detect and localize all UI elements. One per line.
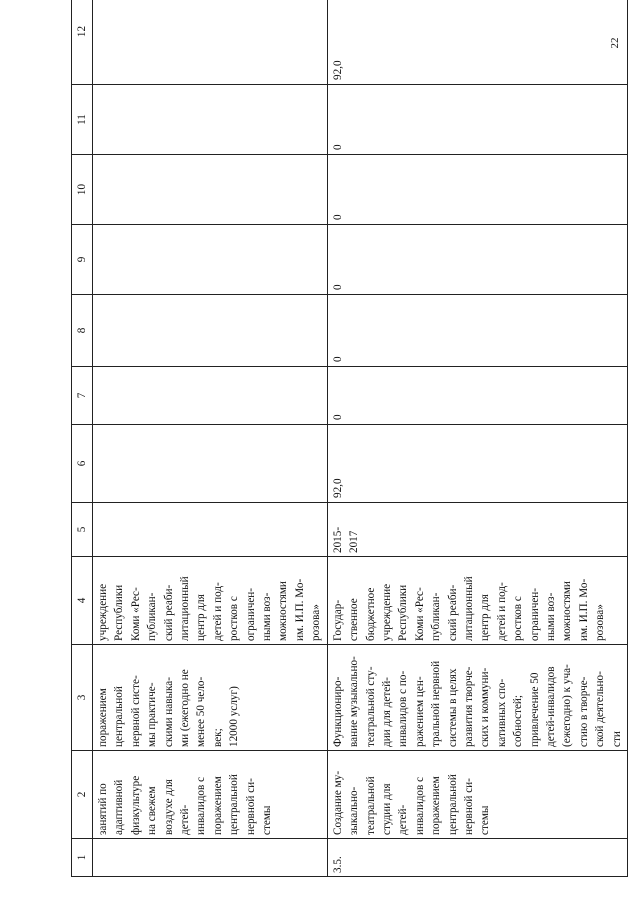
- cell-line: вание музыкально-: [348, 656, 361, 747]
- column-header-9: 9: [72, 225, 93, 295]
- table-row: [93, 0, 328, 877]
- cell-line: ский реаби-: [446, 584, 459, 641]
- cell-line: век;: [211, 728, 224, 747]
- cell-line: детей-инвалидов: [544, 666, 557, 747]
- cell-line: ными воз-: [261, 592, 274, 641]
- cell-col-1: 3.5.: [327, 839, 627, 877]
- cell-line: ростков с: [228, 596, 241, 641]
- program-table: [71, 0, 628, 877]
- cell-col-6: [93, 425, 328, 503]
- cell-line: ростков с: [512, 596, 525, 641]
- cell-line: поражением: [211, 776, 224, 835]
- cell-line: Функциониро-: [331, 676, 344, 747]
- column-header-8: 8: [72, 295, 93, 367]
- cell-line: нервной си-: [244, 778, 257, 835]
- cell-line: ражением цен-: [413, 676, 426, 747]
- cell-line: Государ-: [331, 599, 344, 641]
- cell-line: развития творче-: [462, 666, 475, 747]
- cell-line: кативных спо-: [495, 678, 508, 747]
- cell-line: занятий по: [97, 783, 109, 835]
- column-header-12: 12: [72, 0, 93, 85]
- cell-line: студии для: [380, 783, 393, 835]
- cell-line: Коми «Рес-: [129, 587, 142, 641]
- cell-col-2: [93, 751, 328, 839]
- cell-col-11: 0: [327, 85, 627, 155]
- cell-col-3: [327, 645, 627, 751]
- column-header-3: 3: [72, 645, 93, 751]
- cell-col-10: [93, 155, 328, 225]
- cell-line: системы в целях: [446, 668, 459, 747]
- cell-line: дии для детей-: [380, 677, 393, 747]
- cell-line: инвалидов с: [413, 776, 426, 835]
- cell-line: литационный: [462, 576, 475, 641]
- cell-col-12: 92,0: [327, 0, 627, 85]
- table-row: [327, 0, 627, 877]
- page-number: 22: [609, 37, 621, 49]
- cell-line: тральной нервной: [430, 660, 443, 747]
- cell-line: физкультуре: [129, 775, 142, 835]
- cell-line: нервной систе-: [129, 675, 142, 747]
- cell-line: Создание му-: [331, 770, 344, 835]
- cell-line: Республики: [113, 584, 126, 641]
- cell-line: поражением: [97, 688, 109, 747]
- cell-line: 12000 услуг): [228, 686, 241, 747]
- cell-line: учреждение: [380, 583, 393, 641]
- cell-col-9: 0: [327, 225, 627, 295]
- cell-col-4: [93, 557, 328, 645]
- cell-line: центральной: [113, 686, 126, 747]
- cell-col-2: [327, 751, 627, 839]
- cell-line: театральной сту-: [364, 666, 377, 747]
- cell-line: собностей;: [512, 694, 525, 747]
- header-row: [72, 0, 93, 877]
- cell-line: сти: [610, 731, 623, 747]
- cell-line: 2017: [348, 530, 361, 553]
- cell-line: публикан-: [430, 592, 443, 641]
- cell-col-7: 0: [327, 367, 627, 425]
- cell-line: им. И.П. Мо-: [293, 578, 306, 641]
- column-header-4: 4: [72, 557, 93, 645]
- cell-line: можностями: [561, 581, 574, 641]
- cell-line: им. И.П. Мо-: [577, 578, 590, 641]
- cell-line: (ежегодно) к уча-: [561, 664, 574, 747]
- cell-col-10: 0: [327, 155, 627, 225]
- cell-line: ограничен-: [528, 587, 541, 641]
- cell-line: воздухе для: [162, 779, 175, 835]
- cell-line: ской деятельно-: [594, 671, 607, 747]
- cell-line: детей-: [397, 804, 410, 835]
- cell-col-9: [93, 225, 328, 295]
- cell-line: Республики: [397, 584, 410, 641]
- cell-line: центр для: [479, 594, 492, 641]
- cell-line: центральной: [446, 774, 459, 835]
- cell-line: 2015-: [331, 526, 344, 553]
- cell-line: стию в творче-: [577, 676, 590, 747]
- cell-line: детей и под-: [495, 582, 508, 641]
- cell-col-5: [327, 503, 627, 557]
- cell-line: розова»: [310, 604, 323, 641]
- cell-col-4: [327, 557, 627, 645]
- cell-line: нервной си-: [462, 778, 475, 835]
- cell-line: скими навыка-: [162, 677, 175, 747]
- cell-line: ский реаби-: [162, 584, 175, 641]
- cell-col-6: 92,0: [327, 425, 627, 503]
- cell-line: инвалидов с: [195, 776, 208, 835]
- column-header-2: 2: [72, 751, 93, 839]
- cell-line: Коми «Рес-: [413, 587, 426, 641]
- column-header-7: 7: [72, 367, 93, 425]
- cell-line: бюджетное: [364, 587, 377, 641]
- cell-line: детей и под-: [211, 582, 224, 641]
- cell-line: учреждение: [97, 583, 109, 641]
- cell-line: адаптивной: [113, 779, 126, 835]
- cell-col-8: 0: [327, 295, 627, 367]
- cell-line: ными воз-: [544, 592, 557, 641]
- cell-line: поражением: [430, 776, 443, 835]
- cell-col-5: [93, 503, 328, 557]
- cell-line: театральной: [364, 776, 377, 835]
- column-header-6: 6: [72, 425, 93, 503]
- cell-line: зыкально-: [348, 786, 361, 835]
- cell-line: центр для: [195, 594, 208, 641]
- cell-line: розова»: [594, 604, 607, 641]
- cell-line: ских и коммуни-: [479, 667, 492, 747]
- column-header-5: 5: [72, 503, 93, 557]
- column-header-11: 11: [72, 85, 93, 155]
- cell-col-11: [93, 85, 328, 155]
- cell-line: ограничен-: [244, 587, 257, 641]
- cell-line: ственное: [348, 598, 361, 641]
- cell-line: можностями: [277, 581, 290, 641]
- cell-line: менее 50 чело-: [195, 676, 208, 747]
- cell-line: детей-: [179, 804, 192, 835]
- cell-col-8: [93, 295, 328, 367]
- cell-col-7: [93, 367, 328, 425]
- cell-line: привлечение 50: [528, 672, 541, 747]
- cell-col-3: [93, 645, 328, 751]
- cell-line: инвалидов с по-: [397, 670, 410, 747]
- column-header-1: 1: [72, 839, 93, 877]
- cell-line: литационный: [179, 576, 192, 641]
- cell-line: на свежем: [146, 786, 159, 835]
- cell-line: мы практиче-: [146, 682, 159, 747]
- cell-line: центральной: [228, 774, 241, 835]
- column-header-10: 10: [72, 155, 93, 225]
- cell-line: стемы: [261, 805, 274, 835]
- cell-line: стемы: [479, 805, 492, 835]
- cell-line: ми (ежегодно не: [179, 669, 192, 747]
- cell-col-12: [93, 0, 328, 85]
- cell-col-1: [93, 839, 328, 877]
- cell-line: публикан-: [146, 592, 159, 641]
